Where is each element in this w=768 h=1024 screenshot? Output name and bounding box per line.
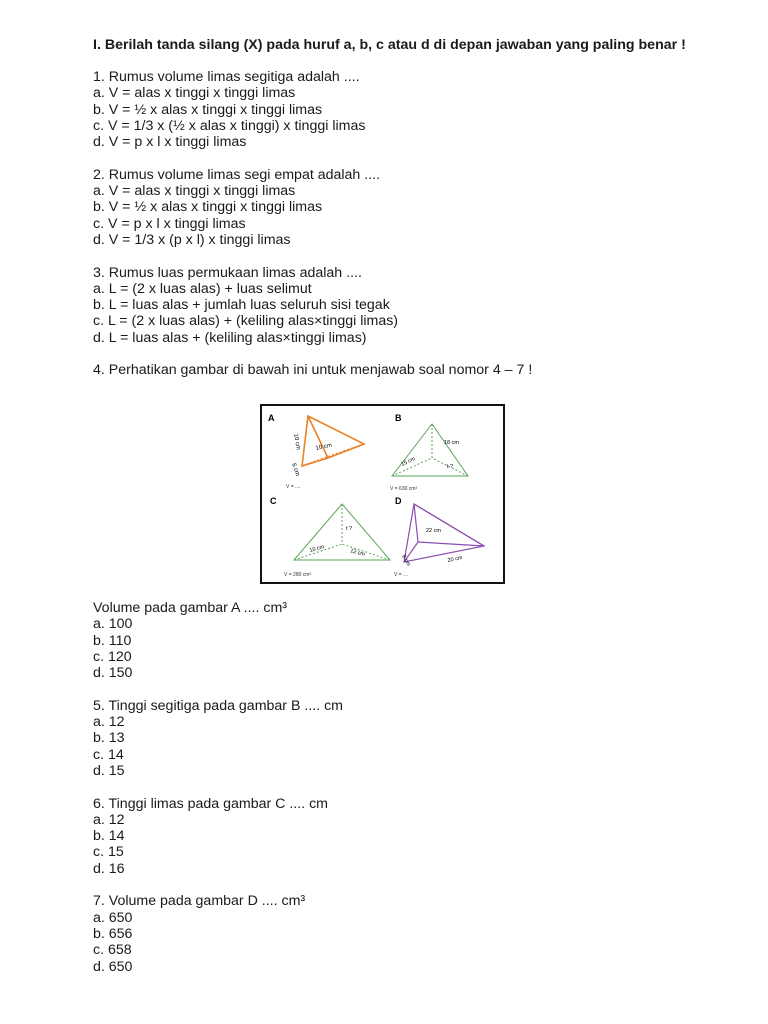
option-c[interactable]: c. 15 [93, 844, 124, 861]
option-b[interactable]: b. V = ½ x alas x tinggi x tinggi limas [93, 101, 323, 118]
question-7 [93, 893, 693, 974]
b-dim3: t ? [447, 464, 454, 470]
pyramid-figure [260, 404, 505, 584]
worksheet-bottom [93, 600, 693, 991]
pyramid-c-icon [294, 504, 390, 560]
option-a[interactable]: a. 12 [93, 811, 125, 828]
a-dim2: 10 cm [315, 442, 333, 452]
label-a: A [268, 413, 275, 423]
b-volume: V = 630 cm³ [390, 486, 418, 492]
c-dim2: 10 cm [308, 544, 325, 554]
option-d[interactable]: d. L = luas alas + (keliling alas×tinggi limas) [93, 329, 367, 346]
question-1 [93, 69, 693, 150]
b-dim1: 18 cm [444, 440, 459, 446]
pyramid-b-icon [392, 424, 468, 476]
option-c[interactable]: c. 120 [93, 648, 132, 665]
option-a[interactable]: a. V = alas x tinggi x tinggi limas [93, 183, 296, 200]
option-b[interactable]: b. V = ½ x alas x tinggi x tinggi limas [93, 199, 323, 216]
option-a[interactable]: a. V = alas x tinggi x tinggi limas [93, 85, 296, 102]
question-stem: 6. Tinggi limas pada gambar C .... cm [93, 795, 328, 812]
option-d[interactable]: d. 150 [93, 665, 133, 682]
question-3 [93, 265, 693, 346]
option-c[interactable]: c. L = (2 x luas alas) + (keliling alas×tinggi limas) [93, 313, 399, 330]
question-4-intro [93, 362, 693, 378]
question-stem: 2. Rumus volume limas segi empat adalah .... [93, 166, 381, 183]
option-d[interactable]: d. 15 [93, 762, 125, 779]
label-d: D [395, 496, 402, 506]
option-d[interactable]: d. V = p x l x tinggi limas [93, 134, 247, 151]
label-b: B [395, 413, 402, 423]
question-6 [93, 796, 693, 877]
option-b[interactable]: b. 14 [93, 828, 125, 845]
a-dim1: 10 cm [292, 433, 301, 451]
pyramid-d-icon [404, 504, 484, 562]
label-c: C [270, 496, 277, 506]
question-2 [93, 167, 693, 248]
option-d[interactable]: d. V = 1/3 x (p x l) x tinggi limas [93, 231, 291, 248]
option-c[interactable]: c. V = p x l x tinggi limas [93, 215, 246, 232]
c-dim1: t ? [346, 526, 353, 532]
d-volume: V = .... [394, 572, 409, 578]
c-volume: V = 280 cm³ [284, 572, 312, 578]
option-c[interactable]: c. 14 [93, 746, 124, 763]
question-stem: 5. Tinggi segitiga pada gambar B .... cm [93, 697, 343, 714]
question-stem: 1. Rumus volume limas segitiga adalah .... [93, 69, 360, 85]
option-a[interactable]: a. 650 [93, 909, 133, 926]
c-dim3: 12 cm [349, 548, 366, 558]
a-dim3: 6 cm [290, 462, 301, 477]
option-c[interactable]: c. 658 [93, 942, 132, 959]
option-a[interactable]: a. 12 [93, 714, 125, 731]
option-b[interactable]: b. 13 [93, 730, 125, 747]
question-4 [93, 600, 693, 681]
instructions-heading: I. Berilah tanda silang (X) pada huruf a, b, c atau d di depan jawaban yang paling benar ! [93, 37, 686, 53]
b-dim2: 15 cm [400, 456, 417, 468]
worksheet-top [93, 37, 693, 395]
question-5 [93, 698, 693, 779]
question-stem: 3. Rumus luas permukaan limas adalah .... [93, 264, 362, 281]
option-d[interactable]: d. 650 [93, 958, 133, 975]
option-d[interactable]: d. 16 [93, 860, 125, 877]
option-a[interactable]: a. 100 [93, 616, 133, 633]
d-dim3: 20 cm [447, 554, 464, 564]
option-c[interactable]: c. V = 1/3 x (½ x alas x tinggi) x tinggi limas [93, 117, 366, 134]
question-stem: Volume pada gambar A .... cm³ [93, 600, 287, 616]
d-dim1: 22 cm [426, 528, 441, 534]
option-a[interactable]: a. L = (2 x luas alas) + luas selimut [93, 280, 312, 297]
option-b[interactable]: b. 110 [93, 632, 132, 649]
question-stem: 7. Volume pada gambar D .... cm³ [93, 893, 306, 910]
d-dim2: 8 cm [400, 554, 412, 568]
option-b[interactable]: b. L = luas alas + jumlah luas seluruh sisi tegak [93, 297, 390, 314]
a-volume: V = .... [286, 484, 301, 490]
option-b[interactable]: b. 656 [93, 925, 133, 942]
pyramid-a-icon [302, 416, 364, 466]
question-stem: 4. Perhatikan gambar di bawah ini untuk menjawab soal nomor 4 – 7 ! [93, 362, 533, 379]
